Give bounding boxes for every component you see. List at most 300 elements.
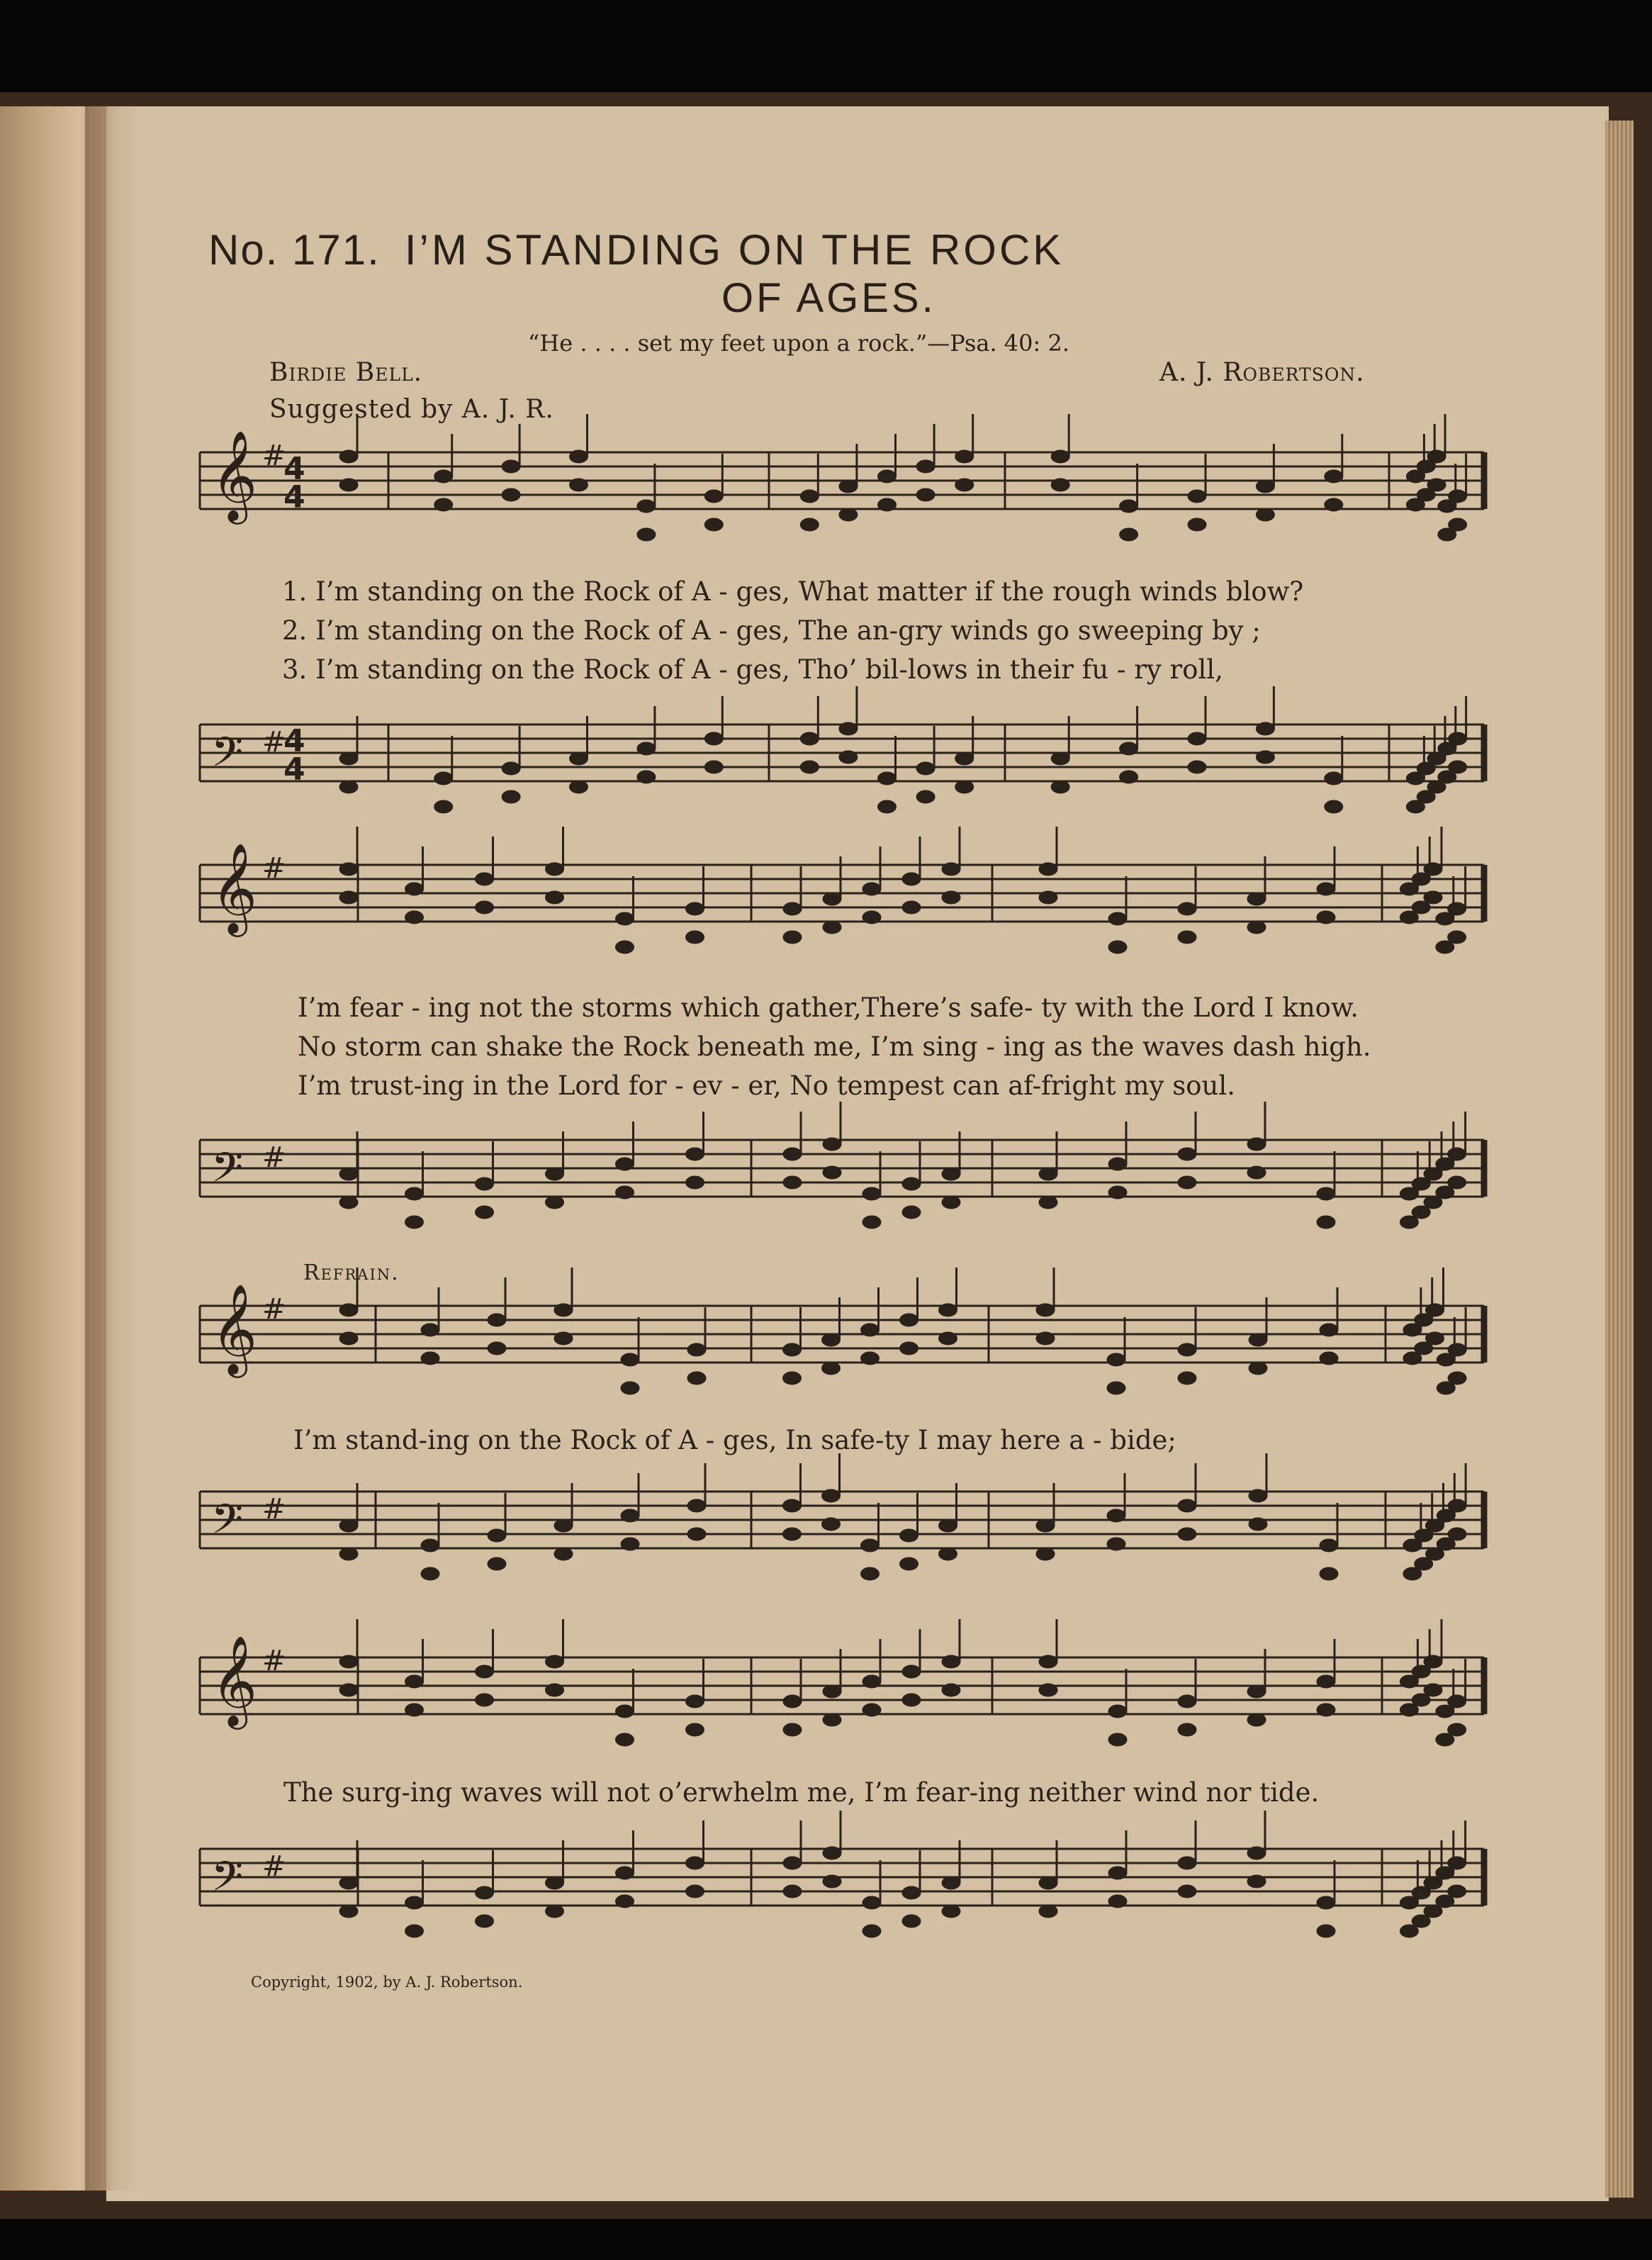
note-head xyxy=(1108,1867,1127,1879)
note-head xyxy=(800,490,819,503)
note-head xyxy=(1325,800,1343,813)
note-head xyxy=(862,911,881,924)
note-head xyxy=(546,1684,564,1696)
note-head xyxy=(1107,1538,1125,1550)
note-head xyxy=(902,1694,921,1706)
note-head xyxy=(1256,480,1274,493)
note-head xyxy=(862,1925,881,1937)
note-head xyxy=(616,941,634,953)
note-head xyxy=(1178,1885,1196,1898)
refrain-label: Refrain. xyxy=(303,1260,400,1285)
note-head xyxy=(686,1176,704,1189)
copyright-notice: Copyright, 1902, by A. J. Robertson. xyxy=(251,1974,523,1991)
note-head xyxy=(783,1499,802,1512)
note-head xyxy=(902,1665,921,1678)
note-head xyxy=(783,1343,802,1356)
note-head xyxy=(955,752,974,765)
bass-clef-icon: 𝄢 xyxy=(211,728,244,786)
note-head xyxy=(405,1704,424,1716)
note-head xyxy=(900,1557,918,1570)
note-head xyxy=(1448,1372,1466,1384)
verse-2-line-1: 2. I’m standing on the Rock of A - ges, The an-gry winds go sweeping by ; xyxy=(282,615,1261,646)
note-head xyxy=(1051,450,1069,463)
note-head xyxy=(488,1314,506,1326)
note-head xyxy=(902,1915,921,1928)
note-head xyxy=(621,1353,639,1366)
suggested-by: Suggested by A. J. R. xyxy=(269,395,554,424)
note-head xyxy=(570,781,588,793)
note-head xyxy=(862,1216,881,1229)
note-head xyxy=(783,1857,802,1869)
sharp-key-signature: # xyxy=(262,1293,286,1326)
note-head xyxy=(939,1304,957,1316)
note-head xyxy=(546,1168,564,1180)
note-head xyxy=(1426,1304,1444,1316)
note-head xyxy=(823,893,841,905)
note-head xyxy=(554,1548,573,1560)
note-head xyxy=(1256,508,1274,521)
note-head xyxy=(783,902,802,915)
note-head xyxy=(570,450,588,463)
note-head xyxy=(546,863,564,876)
note-head xyxy=(1317,911,1335,924)
note-head xyxy=(1247,921,1266,934)
note-head xyxy=(339,1168,358,1180)
note-head xyxy=(822,1489,841,1502)
note-head xyxy=(783,1176,802,1189)
note-head xyxy=(1178,1695,1196,1708)
note-head xyxy=(1317,883,1335,895)
note-head xyxy=(1424,1655,1442,1668)
note-head xyxy=(476,1694,494,1706)
note-head xyxy=(405,1675,424,1688)
note-head xyxy=(405,1925,424,1937)
note-head xyxy=(878,470,897,483)
note-head xyxy=(405,911,424,924)
note-head xyxy=(621,1538,639,1550)
note-head xyxy=(1317,1216,1335,1229)
note-head xyxy=(1247,1875,1266,1888)
note-head xyxy=(861,1324,880,1336)
note-head xyxy=(900,1342,918,1355)
bass-clef-icon: 𝄢 xyxy=(211,1495,244,1553)
note-head xyxy=(1120,500,1138,513)
note-head xyxy=(1188,761,1206,773)
note-head xyxy=(1325,470,1343,483)
note-head xyxy=(823,1166,841,1179)
note-head xyxy=(687,1372,706,1384)
note-head xyxy=(476,1915,494,1928)
note-head xyxy=(1448,902,1466,915)
note-head xyxy=(1448,1857,1466,1869)
verse-3-line-1: 3. I’m standing on the Rock of A - ges, Tho’ bil-lows in their fu - ry roll, xyxy=(282,654,1223,685)
note-head xyxy=(1051,781,1069,793)
note-head xyxy=(476,1206,494,1219)
note-head xyxy=(1178,1372,1196,1384)
note-head xyxy=(421,1539,439,1552)
hymn-title xyxy=(208,225,1064,274)
note-head xyxy=(1178,1528,1196,1540)
note-head xyxy=(800,518,819,531)
note-head xyxy=(637,771,656,783)
note-head xyxy=(800,732,819,745)
note-head xyxy=(1448,1499,1466,1512)
note-head xyxy=(1178,1148,1196,1160)
note-head xyxy=(554,1332,573,1345)
note-head xyxy=(339,1332,358,1345)
note-head xyxy=(942,1876,960,1889)
note-head xyxy=(862,1675,881,1688)
note-head xyxy=(1039,1684,1057,1696)
note-head xyxy=(339,781,358,793)
note-head xyxy=(339,1684,358,1696)
note-head xyxy=(1424,1684,1442,1696)
note-head xyxy=(823,1713,841,1726)
note-head xyxy=(434,470,453,483)
note-head xyxy=(955,781,974,793)
note-head xyxy=(1249,1518,1267,1531)
bass-clef-icon: 𝄢 xyxy=(211,1852,244,1911)
note-head xyxy=(546,1196,564,1209)
note-head xyxy=(1120,742,1138,755)
note-head xyxy=(1188,732,1206,745)
note-head xyxy=(939,1332,957,1345)
note-head xyxy=(421,1567,439,1580)
note-head xyxy=(1107,1382,1125,1394)
note-head xyxy=(616,912,634,925)
note-head xyxy=(1188,518,1206,531)
note-head xyxy=(839,751,858,763)
note-head xyxy=(1426,1332,1444,1345)
note-head xyxy=(942,1905,960,1918)
note-head xyxy=(405,1187,424,1200)
sharp-key-signature: # xyxy=(262,440,286,472)
note-head xyxy=(686,902,704,915)
note-head xyxy=(862,1187,881,1200)
note-head xyxy=(502,762,520,775)
note-head xyxy=(616,1895,634,1908)
note-head xyxy=(1247,893,1266,905)
sharp-key-signature: # xyxy=(262,1493,286,1526)
note-head xyxy=(1448,931,1466,944)
note-head xyxy=(783,1528,802,1540)
note-head xyxy=(1256,751,1274,763)
note-head xyxy=(1317,1704,1335,1716)
note-head xyxy=(1449,761,1467,773)
note-head xyxy=(339,1905,358,1918)
note-head xyxy=(822,1518,841,1531)
note-head xyxy=(783,1148,802,1160)
note-head xyxy=(942,863,960,876)
treble-clef-icon: 𝄞 xyxy=(211,1635,258,1725)
note-head xyxy=(502,488,520,501)
note-head xyxy=(861,1352,880,1365)
note-head xyxy=(1108,1733,1127,1746)
note-head xyxy=(862,1704,881,1716)
note-head xyxy=(1036,1548,1055,1560)
note-head xyxy=(405,1216,424,1229)
note-head xyxy=(434,772,453,785)
note-head xyxy=(686,1885,704,1898)
note-head xyxy=(1036,1332,1055,1345)
note-head xyxy=(686,1148,704,1160)
note-head xyxy=(1448,1148,1466,1160)
note-head xyxy=(1449,732,1467,745)
note-head xyxy=(1178,1723,1196,1736)
note-head xyxy=(1320,1567,1338,1580)
note-head xyxy=(1247,1166,1266,1179)
note-head xyxy=(878,800,897,813)
note-head xyxy=(637,500,656,513)
note-head xyxy=(1108,1186,1127,1199)
note-head xyxy=(900,1314,918,1326)
note-head xyxy=(823,1847,841,1859)
note-head xyxy=(476,901,494,914)
note-head xyxy=(900,1529,918,1542)
note-head xyxy=(637,742,656,755)
note-head xyxy=(616,1186,634,1199)
hymn-title-line1: I’M STANDING ON THE ROCK xyxy=(404,226,1064,274)
note-head xyxy=(1320,1539,1338,1552)
note-head xyxy=(1317,1187,1335,1200)
sharp-key-signature: # xyxy=(262,1141,286,1174)
note-head xyxy=(1448,1343,1466,1356)
note-head xyxy=(783,931,802,944)
time-signature-top: 4 xyxy=(283,723,305,759)
note-head xyxy=(823,1685,841,1698)
note-head xyxy=(686,1723,704,1736)
note-head xyxy=(1448,1176,1466,1189)
note-head xyxy=(570,479,588,491)
refrain-line-1: I’m stand-ing on the Rock of A - ges, In safe-ty I may here a - bide; xyxy=(293,1425,1176,1455)
note-head xyxy=(1051,752,1069,765)
note-head xyxy=(476,1177,494,1190)
note-head xyxy=(1051,479,1069,491)
note-head xyxy=(476,1886,494,1899)
note-head xyxy=(1448,1723,1466,1736)
note-head xyxy=(862,883,881,895)
note-head xyxy=(686,1695,704,1708)
note-head xyxy=(1424,863,1442,876)
note-head xyxy=(339,1304,358,1316)
note-head xyxy=(839,508,858,521)
note-head xyxy=(554,1304,573,1316)
note-head xyxy=(916,790,935,803)
note-head xyxy=(405,1896,424,1909)
note-head xyxy=(704,761,723,773)
note-head xyxy=(955,479,974,491)
note-head xyxy=(1039,891,1057,904)
note-head xyxy=(339,479,358,491)
note-head xyxy=(1036,1304,1055,1316)
treble-clef-icon: 𝄞 xyxy=(211,842,258,933)
note-head xyxy=(839,480,858,493)
note-head xyxy=(942,1196,960,1209)
hymn-number: No. 171. xyxy=(208,226,381,274)
note-head xyxy=(1036,1519,1055,1532)
note-head xyxy=(488,1529,506,1542)
note-head xyxy=(783,1723,802,1736)
note-head xyxy=(1178,1176,1196,1189)
note-head xyxy=(902,1206,921,1219)
note-head xyxy=(476,873,494,885)
note-head xyxy=(1039,1905,1057,1918)
note-head xyxy=(1449,490,1467,503)
note-head xyxy=(546,1655,564,1668)
note-head xyxy=(616,1158,634,1170)
note-head xyxy=(405,883,424,895)
note-head xyxy=(339,1196,358,1209)
note-head xyxy=(902,1886,921,1899)
note-head xyxy=(1424,891,1442,904)
note-head xyxy=(1247,1685,1266,1698)
note-head xyxy=(1178,1499,1196,1512)
note-head xyxy=(1448,1528,1466,1540)
note-head xyxy=(1108,912,1127,925)
note-head xyxy=(1178,1857,1196,1869)
note-head xyxy=(339,752,358,765)
note-head xyxy=(637,528,656,541)
verse-1-line-1: 1. I’m standing on the Rock of A - ges, What matter if the rough winds blow? xyxy=(282,576,1304,607)
note-head xyxy=(902,1177,921,1190)
note-head xyxy=(823,921,841,934)
note-head xyxy=(1320,1352,1338,1365)
note-head xyxy=(488,1557,506,1570)
note-head xyxy=(878,772,897,785)
note-head xyxy=(862,1896,881,1909)
note-head xyxy=(1249,1489,1267,1502)
treble-clef-icon: 𝄞 xyxy=(211,430,258,520)
treble-clef-icon: 𝄞 xyxy=(211,1283,258,1374)
note-head xyxy=(1039,863,1057,876)
note-head xyxy=(822,1362,841,1375)
words-author: Birdie Bell. xyxy=(269,358,423,387)
time-signature-bottom: 4 xyxy=(283,751,305,788)
note-head xyxy=(616,1733,634,1746)
note-head xyxy=(621,1382,639,1394)
sharp-key-signature: # xyxy=(262,1645,286,1677)
note-head xyxy=(942,1168,960,1180)
note-head xyxy=(1120,771,1138,783)
note-head xyxy=(1107,1353,1125,1366)
note-head xyxy=(704,732,723,745)
note-head xyxy=(942,1684,960,1696)
note-head xyxy=(339,1548,358,1560)
note-head xyxy=(476,1665,494,1678)
note-head xyxy=(1247,1713,1266,1726)
note-head xyxy=(1317,1896,1335,1909)
note-head xyxy=(878,498,897,511)
note-head xyxy=(1448,1885,1466,1898)
time-signature-top: 4 xyxy=(283,451,305,487)
note-head xyxy=(1427,450,1446,463)
note-head xyxy=(686,1857,704,1869)
note-head xyxy=(687,1343,706,1356)
note-head xyxy=(1188,490,1206,503)
note-head xyxy=(822,1333,841,1346)
note-head xyxy=(339,1876,358,1889)
note-head xyxy=(339,891,358,904)
scripture-reference: “He . . . . set my feet upon a rock.”—Psa. 40: 2. xyxy=(528,330,1069,357)
note-head xyxy=(686,931,704,944)
note-head xyxy=(1039,1196,1057,1209)
note-head xyxy=(942,1655,960,1668)
note-head xyxy=(704,518,723,531)
note-head xyxy=(546,891,564,904)
bass-clef-icon: 𝄢 xyxy=(211,1143,244,1202)
note-head xyxy=(546,1905,564,1918)
note-head xyxy=(1107,1509,1125,1522)
note-head xyxy=(861,1539,880,1552)
note-head xyxy=(1178,902,1196,915)
note-head xyxy=(1039,1876,1057,1889)
verse-1-line-2: I’m fear - ing not the storms which gather,There’s safe- ty with the Lord I know. xyxy=(298,992,1359,1023)
note-head xyxy=(687,1499,706,1512)
note-head xyxy=(839,722,858,735)
note-head xyxy=(546,1876,564,1889)
note-head xyxy=(1108,1158,1127,1170)
note-head xyxy=(861,1567,880,1580)
note-head xyxy=(942,891,960,904)
note-head xyxy=(902,901,921,914)
note-head xyxy=(916,762,935,775)
note-head xyxy=(1108,941,1127,953)
note-head xyxy=(939,1519,957,1532)
note-head xyxy=(783,1695,802,1708)
note-head xyxy=(421,1324,439,1336)
note-head xyxy=(1247,1847,1266,1859)
note-head xyxy=(339,1655,358,1668)
time-signature-bottom: 4 xyxy=(283,479,305,515)
note-head xyxy=(916,488,935,501)
sharp-key-signature: # xyxy=(262,726,286,759)
note-head xyxy=(1039,1168,1057,1180)
note-head xyxy=(1178,931,1196,944)
note-head xyxy=(621,1509,639,1522)
note-head xyxy=(502,790,520,803)
note-head xyxy=(1039,1655,1057,1668)
note-head xyxy=(687,1528,706,1540)
note-head xyxy=(1108,1705,1127,1718)
verse-2-line-2: No storm can shake the Rock beneath me, I’m sing - ing as the waves dash high. xyxy=(298,1031,1371,1062)
note-head xyxy=(823,1875,841,1888)
note-head xyxy=(800,761,819,773)
note-head xyxy=(421,1352,439,1365)
note-head xyxy=(616,1705,634,1718)
note-head xyxy=(339,863,358,876)
note-head xyxy=(902,873,921,885)
note-head xyxy=(1178,1343,1196,1356)
note-head xyxy=(1317,1925,1335,1937)
note-head xyxy=(783,1372,802,1384)
note-head xyxy=(1325,772,1343,785)
note-head xyxy=(1249,1362,1267,1375)
note-head xyxy=(1256,722,1274,735)
note-head xyxy=(1317,1675,1335,1688)
sharp-key-signature: # xyxy=(262,1850,286,1883)
note-head xyxy=(1427,479,1446,491)
note-head xyxy=(1325,498,1343,511)
note-head xyxy=(554,1519,573,1532)
note-head xyxy=(704,490,723,503)
note-head xyxy=(339,1519,358,1532)
music-composer: A. J. Robertson. xyxy=(1159,358,1365,387)
note-head xyxy=(1449,518,1467,531)
note-head xyxy=(783,1885,802,1898)
note-head xyxy=(823,1138,841,1151)
verse-3-line-2: I’m trust-ing in the Lord for - ev - er, No tempest can af-fright my soul. xyxy=(298,1070,1235,1101)
note-head xyxy=(570,752,588,765)
